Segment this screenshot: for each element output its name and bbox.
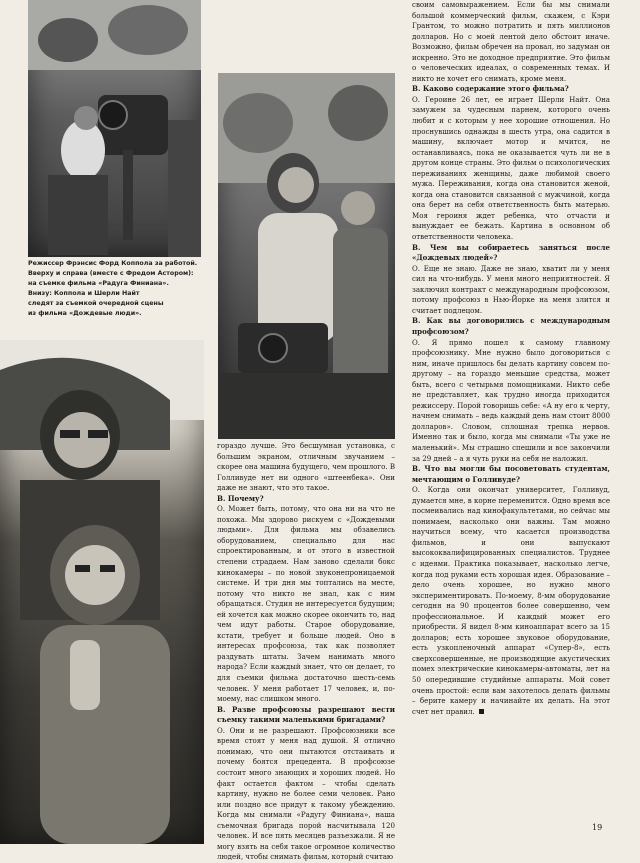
text-column-middle — [217, 441, 395, 863]
interview-answer: О. Героине 26 лет, ее играет Шерли Найт. Она замужем за чудесным парнем, которого очень любит и с которым у нее хорошие отношения. Но проснувшись однажды в шесть утра, она садится в машину, включает мотор и мчится, не останавливаясь, пока не оказывается чуть ли не в другом конце страны. Это фильм о психологических переживаниях женщины, даже любимой своего мужа. Переживания, когда она становится женой, когда она становится связанной с мужчиной, когда она берет на себя ответственность быть матерью. Моя героиня ждет ребенка, что отчасти и вынуждает ее бежать. Картина в основном об ответственности человека. — [412, 94, 610, 242]
interview-answer: О. Еще не знаю. Даже не знаю, хватит ли у меня сил на что-нибудь. У меня много неприятностей. Я заключил контракт с международным профсоюзом, потому профсоюз в Нью-Йорке на меня злится и считает подлецом. — [412, 263, 610, 315]
text-column-right — [412, 0, 610, 717]
caption-line: Режиссер Фрэнсис Форд Коппола за работой. — [28, 260, 198, 267]
interview-question: В. Почему? — [217, 493, 264, 503]
end-of-article-mark — [479, 709, 484, 714]
interview-question: В. Что вы могли бы посоветовать студентам, мечтающим о Голливуде? — [412, 464, 610, 484]
interview-question: В. Чем вы собираетесь заняться после «Дождевых людей»? — [412, 242, 610, 263]
interview-answer: О. Они и не разрешают. Профсоюзники все время стоят у меня над душой. Я отлично понимаю, что они пытаются отстаивать и почему боятся прецедента. В профсоюзе состоит много знающих и хороших людей. Но факт остается фактом – чтобы сделать картину, нужно не более семи человек. Рано или поздно все придут к такому убеждению. Когда мы снимали «Радугу Финиана», наша съемочная бригада порой насчитывала 120 человек. И все пять месяцев разъезжали. Я не могу взять на себя такое огромное количество людей, чтобы снимать фильм, который считаю — [217, 725, 395, 862]
caption-line: следят за съемкой очередной сцены — [28, 300, 164, 307]
interview-question: В. Как вы договорились с международным профсоюзом? — [412, 316, 610, 336]
interview-answer — [412, 485, 610, 717]
caption-line: Внизу: Коппола и Шерли Найт — [28, 290, 140, 297]
photo-caption — [28, 259, 204, 319]
interview-answer: О. Может быть, потому, что она ни на что не похожа. Мы здорово рискуем с «Дождевыми людьми». Для фильма мы обзавелись оборудованием, специально для нас спроектированным, и от этого в известной степени страдаем. Нам заново сделали бокс кинокамеры – по новой звуконепроницаемой системе. И три дня мы топтались на месте, потому что никто не знал, как с ним обращаться. Студия не интересуется будущим; ей хочется как можно скорее окончить то, над чем идут работы. Старое оборудование, кстати, требует и больше людей. Оно в интересах профсоюза, так как позволяет раздувать штаты. Зачем нанимать много народа? Если каждый знает, что он делает, то для съемки фильма достаточно шесть-семь человек. У меня работает 17 человек, и, по-моему, нас слишком много. — [217, 504, 395, 704]
answer-text: О. Когда они окончат университет, Голливуд, думается мне, в корне переменится. Одно время все посмеивались над кинофакультетами, но сейчас мы понимаем, насколько они важны. Там можно научиться всему, что касается производства фильмов, и они выпускают высококвалифицированных специалистов. Труднее с идеями. Практика показывает, насколько легче, когда под руками есть хорошая идея. Образование – дело очень хорошее, но нужно много экспериментировать. По-моему, 8-мм оборудование сегодня на 90 процентов более совершенно, чем профессиональное. И каждый может его приобрести. Я видел 8-мм киноаппарат всего за 15 долларов; есть хорошее звуковое оборудование, есть узкопленочный аппарат «Супер-8», есть сверхсовершенные, не производящие акустических помех электрические кинокамеры-автоматы, лет на 50 опередившие студийные аппараты. Мой совет очень простой: если вам захотелось делать фильмы – берите камеру и начинайте их делать. На этот счет нет правил. — [412, 485, 610, 716]
interview-question: В. Разве профсоюзы разрешают вести съемку такими маленькими бригадами? — [217, 704, 395, 725]
photo-director-with-actor — [218, 73, 395, 439]
interview-question: В. Каково содержание этого фильма? — [412, 84, 569, 94]
caption-line: на съемке фильма «Радуга Финиана». — [28, 280, 169, 287]
paragraph: своим самовыражением. Если бы мы снимали большой коммерческий фильм, скажем, с Кэри Грантом, то можно потратить и пять миллионов долларов. Но с моей лентой дело обстоит иначе. Возможно, фильм обречен на провал, но задуман он искренно. Это не доходное предприятие. Это фильм о человеческих идеалах, о современных темах. И никто не хочет его снимать, кроме меня. — [412, 0, 610, 83]
caption-line: Вверху и справа (вместе с Фредом Астором): — [28, 270, 194, 277]
caption-line: из фильма «Дождевые люди». — [28, 310, 142, 317]
interview-answer: О. Я прямо пошел к самому главному профсоюзнику. Мне нужно было договориться с ним, иначе пришлось бы делать картину совсем по-другому – на гораздо меньшие средства, может быть, всего с четырьмя помощниками. Никто себе не представляет, как трудно иногда приходится режиссеру. Порой говоришь себе: «А ну его к черту, начнем снимать – ведь каждый день нам стоит 8000 долларов». Словом, сплошная трепка нервов. Именно так и было, когда мы снимали «Ты уже не маленький». Мы страшно спешили и все закончили за 29 дней – а я чуть руки на себя не наложил. — [412, 337, 610, 463]
page-number: 19 — [592, 823, 603, 832]
paragraph: гораздо лучше. Это бесшумная установка, с большим экраном, отличным звучанием – скорее она машина будущего, чем прошлого. В Голливуде нет ни одного «штеенбека». Они даже не знают, что это такое. — [217, 441, 396, 493]
photo-coppola-and-knight — [0, 340, 204, 844]
photo-director-at-camera — [28, 0, 201, 257]
